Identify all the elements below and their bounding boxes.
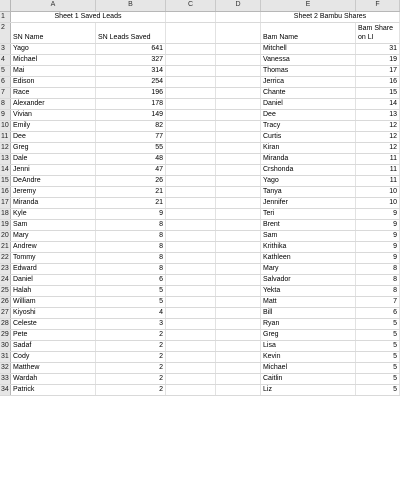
bam-name-cell[interactable]: Sam — [261, 231, 356, 241]
bam-share-cell[interactable]: 5 — [356, 341, 400, 351]
sn-leads-saved-cell[interactable]: 314 — [96, 66, 166, 76]
sn-leads-saved-cell[interactable]: 82 — [96, 121, 166, 131]
cell[interactable] — [166, 297, 216, 307]
sheet-row — [0, 385, 400, 396]
row-number[interactable]: 28 — [0, 319, 11, 329]
header-text: Bam Name — [263, 34, 299, 41]
sn-name-cell[interactable]: Edward — [11, 264, 96, 274]
row-number[interactable]: 27 — [0, 308, 11, 318]
bam-share-cell[interactable]: 9 — [356, 220, 400, 230]
sn-leads-saved-cell[interactable]: 196 — [96, 88, 166, 98]
sn-name-cell[interactable]: Vivian — [11, 110, 96, 120]
row-number[interactable]: 16 — [0, 187, 11, 197]
bam-name-cell[interactable]: Yago — [261, 176, 356, 186]
bam-name-cell[interactable]: Caitlin — [261, 374, 356, 384]
row-number[interactable]: 22 — [0, 253, 11, 263]
row-number[interactable]: 17 — [0, 198, 11, 208]
sn-leads-saved-cell[interactable]: 3 — [96, 319, 166, 329]
sn-leads-saved-cell[interactable]: 26 — [96, 176, 166, 186]
cell[interactable] — [166, 385, 216, 395]
row-number[interactable]: 20 — [0, 231, 11, 241]
bam-name-cell[interactable]: Matt — [261, 297, 356, 307]
sn-name-cell[interactable]: Dee — [11, 132, 96, 142]
sn-leads-saved-cell[interactable]: 9 — [96, 209, 166, 219]
cell[interactable] — [166, 231, 216, 241]
cell[interactable] — [166, 55, 216, 65]
row-number[interactable]: 30 — [0, 341, 11, 351]
cell[interactable] — [166, 88, 216, 98]
row-number[interactable]: 15 — [0, 176, 11, 186]
cell[interactable] — [166, 264, 216, 274]
sn-leads-saved-cell[interactable]: 178 — [96, 99, 166, 109]
left-section-title[interactable]: Sheet 1 Saved Leads — [11, 12, 166, 22]
bam-share-cell[interactable]: 9 — [356, 242, 400, 252]
sheet-row — [0, 154, 400, 165]
cell[interactable] — [216, 44, 261, 54]
sheet-row — [0, 275, 400, 286]
row-number[interactable]: 7 — [0, 88, 11, 98]
sheet-row — [0, 12, 400, 23]
cell[interactable] — [166, 110, 216, 120]
header-cell-sn-name[interactable] — [11, 23, 96, 43]
bam-share-cell[interactable]: 6 — [356, 308, 400, 318]
sheet-row — [0, 264, 400, 275]
sheet-row — [0, 121, 400, 132]
sheet-row — [0, 231, 400, 242]
bam-share-cell[interactable]: 15 — [356, 88, 400, 98]
cell[interactable] — [166, 242, 216, 252]
sn-leads-saved-cell[interactable]: 8 — [96, 220, 166, 230]
cell[interactable] — [166, 198, 216, 208]
sn-leads-saved-cell[interactable]: 2 — [96, 374, 166, 384]
row-number[interactable]: 3 — [0, 44, 11, 54]
bam-name-cell[interactable]: Kiran — [261, 143, 356, 153]
sheet-row — [0, 308, 400, 319]
bam-name-cell[interactable]: Teri — [261, 209, 356, 219]
sheet-row — [0, 165, 400, 176]
bam-name-cell[interactable]: Liz — [261, 385, 356, 395]
bam-share-cell[interactable]: 13 — [356, 110, 400, 120]
bam-name-cell[interactable]: Vanessa — [261, 55, 356, 65]
sn-name-cell[interactable]: Greg — [11, 143, 96, 153]
sn-name-cell[interactable]: Miranda — [11, 198, 96, 208]
row-number[interactable]: 9 — [0, 110, 11, 120]
bam-share-cell[interactable]: 10 — [356, 187, 400, 197]
select-all-corner[interactable] — [0, 0, 11, 11]
sn-leads-saved-cell[interactable]: 2 — [96, 341, 166, 351]
sn-name-cell[interactable]: Andrew — [11, 242, 96, 252]
bam-share-cell[interactable]: 5 — [356, 352, 400, 362]
cell[interactable] — [166, 341, 216, 351]
sheet-row — [0, 187, 400, 198]
sn-leads-saved-cell[interactable]: 21 — [96, 187, 166, 197]
bam-share-cell[interactable]: 7 — [356, 297, 400, 307]
sn-leads-saved-cell[interactable]: 2 — [96, 363, 166, 373]
sheet-row — [0, 363, 400, 374]
cell[interactable] — [166, 253, 216, 263]
row-number[interactable]: 12 — [0, 143, 11, 153]
cell[interactable] — [216, 110, 261, 120]
cell[interactable] — [166, 165, 216, 175]
sn-leads-saved-cell[interactable]: 8 — [96, 253, 166, 263]
cell[interactable] — [166, 187, 216, 197]
bam-share-cell[interactable]: 12 — [356, 132, 400, 142]
bam-name-cell[interactable]: Ryan — [261, 319, 356, 329]
sn-leads-saved-cell[interactable]: 4 — [96, 308, 166, 318]
cell[interactable] — [166, 374, 216, 384]
header-cell-bam-share[interactable]: Bam Share on LI — [356, 23, 400, 43]
column-header-f[interactable]: F — [356, 0, 400, 11]
sheet-row — [0, 220, 400, 231]
cell[interactable] — [166, 66, 216, 76]
cell[interactable] — [216, 154, 261, 164]
sheet-row — [0, 297, 400, 308]
sn-name-cell[interactable]: Race — [11, 88, 96, 98]
bam-name-cell[interactable]: Kathleen — [261, 253, 356, 263]
cell[interactable] — [166, 352, 216, 362]
row-number[interactable]: 18 — [0, 209, 11, 219]
column-header-a[interactable]: A — [11, 0, 96, 11]
cell[interactable] — [166, 209, 216, 219]
column-header-row — [0, 0, 400, 12]
sheet-row — [0, 44, 400, 55]
cell[interactable] — [166, 275, 216, 285]
cell[interactable] — [166, 143, 216, 153]
row-number[interactable]: 8 — [0, 99, 11, 109]
sheet-row — [0, 176, 400, 187]
sn-leads-saved-cell[interactable]: 2 — [96, 330, 166, 340]
sheet-row — [0, 66, 400, 77]
cell[interactable] — [166, 154, 216, 164]
sn-name-cell[interactable]: Celeste — [11, 319, 96, 329]
cell[interactable] — [166, 176, 216, 186]
cell[interactable] — [216, 231, 261, 241]
sheet-row — [0, 352, 400, 363]
sn-name-cell[interactable]: Pete — [11, 330, 96, 340]
sn-name-cell[interactable]: Kiyoshi — [11, 308, 96, 318]
right-section-title[interactable]: Sheet 2 Bambu Shares — [261, 12, 400, 22]
bam-share-cell[interactable]: 19 — [356, 55, 400, 65]
bam-name-cell[interactable]: Yekta — [261, 286, 356, 296]
bam-share-cell[interactable]: 9 — [356, 253, 400, 263]
cell[interactable] — [216, 264, 261, 274]
cell[interactable] — [166, 23, 216, 43]
cell[interactable] — [166, 132, 216, 142]
row-number[interactable]: 14 — [0, 165, 11, 175]
sn-name-cell[interactable]: Wardah — [11, 374, 96, 384]
bam-share-cell[interactable]: 9 — [356, 231, 400, 241]
cell[interactable] — [166, 12, 216, 22]
bam-share-cell[interactable]: 12 — [356, 143, 400, 153]
bam-name-cell[interactable]: Mary — [261, 264, 356, 274]
cell[interactable] — [216, 12, 261, 22]
cell[interactable] — [166, 77, 216, 87]
bam-name-cell[interactable]: Thomas — [261, 66, 356, 76]
cell[interactable] — [216, 363, 261, 373]
sheet-row — [0, 88, 400, 99]
sn-name-cell[interactable]: Daniel — [11, 275, 96, 285]
sn-name-cell[interactable]: Yago — [11, 44, 96, 54]
sn-name-cell[interactable]: Jenni — [11, 165, 96, 175]
sn-leads-saved-cell[interactable]: 149 — [96, 110, 166, 120]
row-number[interactable]: 24 — [0, 275, 11, 285]
sn-leads-saved-cell[interactable]: 5 — [96, 286, 166, 296]
bam-share-cell[interactable]: 12 — [356, 121, 400, 131]
sn-leads-saved-cell[interactable]: 77 — [96, 132, 166, 142]
cell[interactable] — [216, 242, 261, 252]
bam-share-cell[interactable]: 5 — [356, 330, 400, 340]
sn-leads-saved-cell[interactable]: 254 — [96, 77, 166, 87]
bam-share-cell[interactable]: 8 — [356, 286, 400, 296]
bam-share-cell[interactable]: 11 — [356, 176, 400, 186]
sheet-row — [0, 209, 400, 220]
sn-name-cell[interactable]: Mai — [11, 66, 96, 76]
sheet-row — [0, 330, 400, 341]
cell[interactable] — [166, 121, 216, 131]
cell[interactable] — [216, 253, 261, 263]
bam-share-cell[interactable]: 10 — [356, 198, 400, 208]
cell[interactable] — [166, 286, 216, 296]
bam-name-cell[interactable]: Lisa — [261, 341, 356, 351]
sn-leads-saved-cell[interactable]: 327 — [96, 55, 166, 65]
sheet-row — [0, 253, 400, 264]
bam-name-cell[interactable]: Bill — [261, 308, 356, 318]
sheet-row — [0, 341, 400, 352]
cell[interactable] — [216, 66, 261, 76]
sn-name-cell[interactable]: DeAndre — [11, 176, 96, 186]
cell[interactable] — [216, 187, 261, 197]
cell[interactable] — [216, 77, 261, 87]
bam-share-cell[interactable]: 8 — [356, 275, 400, 285]
cell[interactable] — [216, 319, 261, 329]
sn-name-cell[interactable]: Michael — [11, 55, 96, 65]
cell[interactable] — [166, 99, 216, 109]
cell[interactable] — [216, 132, 261, 142]
sheet-row — [0, 198, 400, 209]
sn-leads-saved-cell[interactable]: 5 — [96, 297, 166, 307]
sn-name-cell[interactable]: Matthew — [11, 363, 96, 373]
cell[interactable] — [216, 143, 261, 153]
bam-share-cell[interactable]: 11 — [356, 154, 400, 164]
row-number[interactable]: 2 — [0, 23, 11, 43]
bam-name-cell[interactable]: Michael — [261, 363, 356, 373]
row-number[interactable]: 13 — [0, 154, 11, 164]
bam-share-cell[interactable]: 5 — [356, 385, 400, 395]
column-header-e[interactable]: E — [261, 0, 356, 11]
cell[interactable] — [216, 121, 261, 131]
sheet-row — [0, 143, 400, 154]
sn-name-cell[interactable]: Patrick — [11, 385, 96, 395]
cell[interactable] — [216, 55, 261, 65]
row-number[interactable]: 5 — [0, 66, 11, 76]
sn-name-cell[interactable]: William — [11, 297, 96, 307]
sn-leads-saved-cell[interactable]: 2 — [96, 385, 166, 395]
cell[interactable] — [166, 363, 216, 373]
cell[interactable] — [216, 352, 261, 362]
sn-name-cell[interactable]: Alexander — [11, 99, 96, 109]
sn-name-cell[interactable]: Sadaf — [11, 341, 96, 351]
bam-name-cell[interactable]: Krithika — [261, 242, 356, 252]
bam-name-cell[interactable]: Chante — [261, 88, 356, 98]
row-number[interactable]: 26 — [0, 297, 11, 307]
bam-name-cell[interactable]: Salvador — [261, 275, 356, 285]
bam-share-cell[interactable]: 17 — [356, 66, 400, 76]
cell[interactable] — [216, 297, 261, 307]
cell[interactable] — [166, 330, 216, 340]
column-header-d[interactable]: D — [216, 0, 261, 11]
cell[interactable] — [166, 44, 216, 54]
sn-leads-saved-cell[interactable]: 55 — [96, 143, 166, 153]
cell[interactable] — [166, 319, 216, 329]
row-number[interactable]: 6 — [0, 77, 11, 87]
sheet-row — [0, 23, 400, 44]
sheet-row — [0, 132, 400, 143]
cell[interactable] — [216, 176, 261, 186]
row-number[interactable]: 19 — [0, 220, 11, 230]
bam-name-cell[interactable]: Curtis — [261, 132, 356, 142]
sn-name-cell[interactable]: Dale — [11, 154, 96, 164]
sheet-row — [0, 286, 400, 297]
row-number[interactable]: 29 — [0, 330, 11, 340]
bam-name-cell[interactable]: Jennifer — [261, 198, 356, 208]
bam-name-cell[interactable]: Tanya — [261, 187, 356, 197]
row-number[interactable]: 21 — [0, 242, 11, 252]
bam-name-cell[interactable]: Crshonda — [261, 165, 356, 175]
row-number[interactable]: 4 — [0, 55, 11, 65]
bam-share-cell[interactable]: 31 — [356, 44, 400, 54]
cell[interactable] — [216, 209, 261, 219]
cell[interactable] — [216, 341, 261, 351]
bam-share-cell[interactable]: 5 — [356, 374, 400, 384]
sn-leads-saved-cell[interactable]: 8 — [96, 264, 166, 274]
sheet-row — [0, 110, 400, 121]
row-number[interactable]: 23 — [0, 264, 11, 274]
sn-leads-saved-cell[interactable]: 48 — [96, 154, 166, 164]
sn-leads-saved-cell[interactable]: 6 — [96, 275, 166, 285]
cell[interactable] — [216, 23, 261, 43]
bam-name-cell[interactable]: Dee — [261, 110, 356, 120]
sn-leads-saved-cell[interactable]: 8 — [96, 242, 166, 252]
bam-share-cell[interactable]: 9 — [356, 209, 400, 219]
cell[interactable] — [216, 99, 261, 109]
data-rows — [0, 44, 400, 396]
cell[interactable] — [166, 308, 216, 318]
sheet-row — [0, 374, 400, 385]
sheet-row — [0, 99, 400, 110]
sn-name-cell[interactable]: Jeremy — [11, 187, 96, 197]
sn-name-cell[interactable]: Mary — [11, 231, 96, 241]
header-cell-sn-leads-saved[interactable] — [96, 23, 166, 43]
sheet-row — [0, 242, 400, 253]
bam-share-cell[interactable]: 8 — [356, 264, 400, 274]
cell[interactable] — [216, 275, 261, 285]
sn-leads-saved-cell[interactable]: 47 — [96, 165, 166, 175]
sn-leads-saved-cell[interactable]: 8 — [96, 231, 166, 241]
row-number[interactable]: 32 — [0, 363, 11, 373]
header-text: SN Name — [13, 34, 44, 41]
cell[interactable] — [216, 385, 261, 395]
column-header-c[interactable]: C — [166, 0, 216, 11]
bam-name-cell[interactable]: Kevin — [261, 352, 356, 362]
bam-name-cell[interactable]: Greg — [261, 330, 356, 340]
cell[interactable] — [216, 220, 261, 230]
cell[interactable] — [216, 330, 261, 340]
cell[interactable] — [216, 286, 261, 296]
column-header-b[interactable]: B — [96, 0, 166, 11]
bam-name-cell[interactable]: Brent — [261, 220, 356, 230]
sn-name-cell[interactable]: Emily — [11, 121, 96, 131]
sn-name-cell[interactable]: Cody — [11, 352, 96, 362]
sn-name-cell[interactable]: Tommy — [11, 253, 96, 263]
row-number[interactable]: 10 — [0, 121, 11, 131]
cell[interactable] — [216, 88, 261, 98]
sn-name-cell[interactable]: Sam — [11, 220, 96, 230]
bam-name-cell[interactable]: Mitchell — [261, 44, 356, 54]
cell[interactable] — [216, 165, 261, 175]
row-number[interactable]: 34 — [0, 385, 11, 395]
bam-name-cell[interactable]: Tracy — [261, 121, 356, 131]
row-number[interactable]: 31 — [0, 352, 11, 362]
cell[interactable] — [166, 220, 216, 230]
bam-share-cell[interactable]: 14 — [356, 99, 400, 109]
cell[interactable] — [216, 308, 261, 318]
row-number[interactable]: 11 — [0, 132, 11, 142]
sn-name-cell[interactable]: Edison — [11, 77, 96, 87]
cell[interactable] — [216, 374, 261, 384]
bam-share-cell[interactable]: 16 — [356, 77, 400, 87]
sheet-row — [0, 55, 400, 66]
row-number[interactable]: 25 — [0, 286, 11, 296]
sn-name-cell[interactable]: Kyle — [11, 209, 96, 219]
bam-share-cell[interactable]: 5 — [356, 363, 400, 373]
bam-share-cell[interactable]: 5 — [356, 319, 400, 329]
sn-name-cell[interactable]: Halah — [11, 286, 96, 296]
bam-name-cell[interactable]: Jerrica — [261, 77, 356, 87]
bam-share-cell[interactable]: 11 — [356, 165, 400, 175]
row-number[interactable]: 1 — [0, 12, 11, 22]
sn-leads-saved-cell[interactable]: 641 — [96, 44, 166, 54]
sheet-row — [0, 77, 400, 88]
row-number[interactable]: 33 — [0, 374, 11, 384]
sheet-row — [0, 319, 400, 330]
header-cell-bam-name[interactable] — [261, 23, 356, 43]
sn-leads-saved-cell[interactable]: 21 — [96, 198, 166, 208]
bam-name-cell[interactable]: Daniel — [261, 99, 356, 109]
cell[interactable] — [216, 198, 261, 208]
header-text: SN Leads Saved — [98, 34, 151, 41]
bam-name-cell[interactable]: Miranda — [261, 154, 356, 164]
sn-leads-saved-cell[interactable]: 2 — [96, 352, 166, 362]
